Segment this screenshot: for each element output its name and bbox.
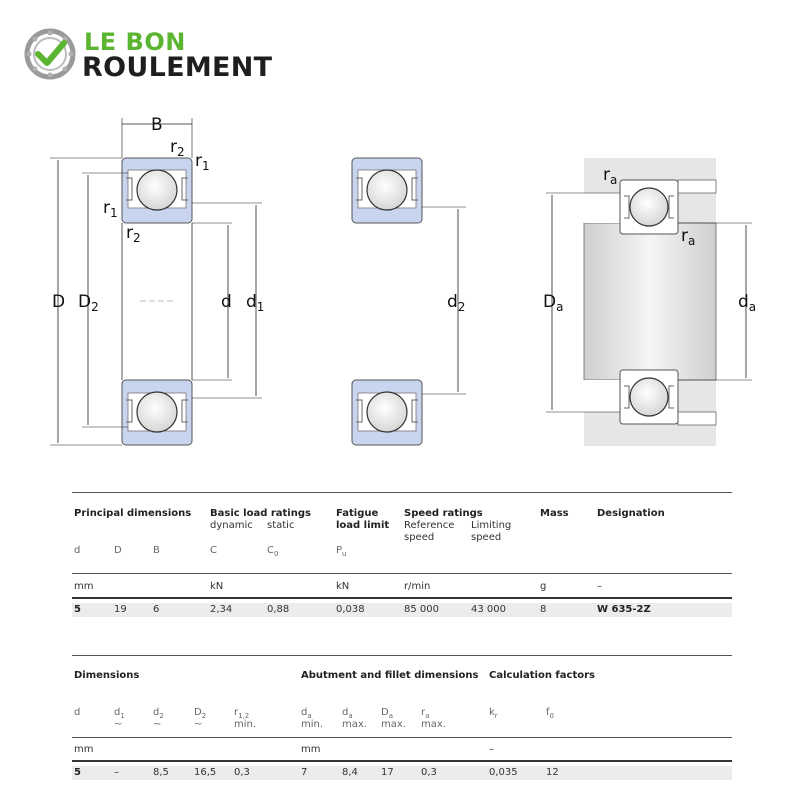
sym2-r12: $r_{1,2}$ <box>234 707 250 720</box>
val-designation: W 635-2Z <box>597 604 651 615</box>
sym2-r12-note: min. <box>234 719 257 730</box>
unit-mm: mm <box>74 581 94 592</box>
sym2-f0: $f_0$ <box>546 707 554 720</box>
hdr-principal: Principal dimensions <box>74 508 192 519</box>
hdr-fatigue: Fatigue <box>336 508 379 519</box>
val2-f0: 12 <box>546 767 559 778</box>
unit-g: g <box>540 581 547 592</box>
sym-B: B <box>153 545 160 556</box>
sym2-da-min-note: min. <box>301 719 324 730</box>
label-ra-top: $r_a$ <box>603 165 618 187</box>
label-da: $d_a$ <box>738 292 757 314</box>
sym2-D2-tilde: ~ <box>194 719 203 730</box>
label-r2-top: $r_2$ <box>170 137 185 159</box>
val-Pu: 0,038 <box>336 604 365 615</box>
unit2-dash: – <box>489 744 494 755</box>
sub-limiting: Limiting <box>471 520 512 531</box>
bearing-mounting-section <box>546 158 752 446</box>
label-D2: $D_2$ <box>78 292 99 314</box>
val2-da-max: 8,4 <box>342 767 358 778</box>
label-d2: $d_2$ <box>447 292 466 314</box>
sub-limiting-2: speed <box>471 532 502 543</box>
sym-C: C <box>210 545 217 556</box>
unit2-mm-2: mm <box>301 744 321 755</box>
val2-d2: 8,5 <box>153 767 169 778</box>
label-r1-top: $r_1$ <box>195 151 210 173</box>
unit2-mm-1: mm <box>74 744 94 755</box>
hdr-speed: Speed ratings <box>404 508 483 519</box>
brand-line1: LE BON <box>84 28 186 56</box>
unit-rmin: r/min <box>404 581 431 592</box>
val-C0: 0,88 <box>267 604 290 615</box>
table-row <box>72 766 732 780</box>
sub-static: static <box>267 520 295 531</box>
label-Da: $D_a$ <box>543 292 564 314</box>
sym2-d2: $d_2$ <box>153 707 164 720</box>
val-ref-speed: 85 000 <box>404 604 439 615</box>
sym2-kr: $k_r$ <box>489 707 498 720</box>
val2-ra-max: 0,3 <box>421 767 437 778</box>
sym-C0: $C_0$ <box>267 545 279 558</box>
val2-r12: 0,3 <box>234 767 250 778</box>
sym2-da-min: $d_a$ <box>301 707 312 720</box>
val2-Da-max: 17 <box>381 767 394 778</box>
sym2-Da-max-note: max. <box>381 719 406 730</box>
hdr-fatigue-2: load limit <box>336 520 390 531</box>
label-D: D <box>52 292 66 312</box>
sub-reference: Reference <box>404 520 455 531</box>
sym-Pu: $P_u$ <box>336 545 347 558</box>
sub-dynamic: dynamic <box>210 520 253 531</box>
label-d1: $d_1$ <box>246 292 265 314</box>
label-r2-left: $r_2$ <box>126 223 141 245</box>
val-d: 5 <box>74 604 81 615</box>
val-D: 19 <box>114 604 127 615</box>
bearing-section-left <box>50 118 265 445</box>
unit-kN-2: kN <box>336 581 350 592</box>
val-B: 6 <box>153 604 160 615</box>
val2-d: 5 <box>74 767 81 778</box>
val2-da-min: 7 <box>301 767 308 778</box>
val2-kr: 0,035 <box>489 767 518 778</box>
label-B: B <box>151 115 163 135</box>
unit-kN-1: kN <box>210 581 224 592</box>
sym-D: D <box>114 545 122 556</box>
label-r1-left: $r_1$ <box>103 198 118 220</box>
hdr-mass: Mass <box>540 508 569 519</box>
sym2-D2: $D_2$ <box>194 707 207 720</box>
sym2-Da-max: $D_a$ <box>381 707 393 720</box>
sym2-da-max: $d_a$ <box>342 707 353 720</box>
val2-d1: – <box>114 767 119 778</box>
hdr-basic-load: Basic load ratings <box>210 508 311 519</box>
sym2-ra-max-note: max. <box>421 719 446 730</box>
val-mass: 8 <box>540 604 547 615</box>
sym2-d1: $d_1$ <box>114 707 125 720</box>
val-lim-speed: 43 000 <box>471 604 506 615</box>
sym2-d1-tilde: ~ <box>114 719 123 730</box>
val-C: 2,34 <box>210 604 233 615</box>
sym2-d: d <box>74 707 81 718</box>
sym2-ra-max: $r_a$ <box>421 707 430 720</box>
label-d: d <box>221 292 232 312</box>
hdr-designation: Designation <box>597 508 665 519</box>
hdr-dimensions: Dimensions <box>74 670 140 681</box>
hdr-calc: Calculation factors <box>489 670 595 681</box>
label-ra-right: $r_a$ <box>681 226 696 248</box>
sub-reference-2: speed <box>404 532 435 543</box>
brand-line2: ROULEMENT <box>82 52 273 83</box>
val2-D2: 16,5 <box>194 767 217 778</box>
hdr-abutment: Abutment and fillet dimensions <box>301 670 479 681</box>
sym2-da-max-note: max. <box>342 719 367 730</box>
unit-dash: – <box>597 581 602 592</box>
sym2-d2-tilde: ~ <box>153 719 162 730</box>
sym-d: d <box>74 545 81 556</box>
